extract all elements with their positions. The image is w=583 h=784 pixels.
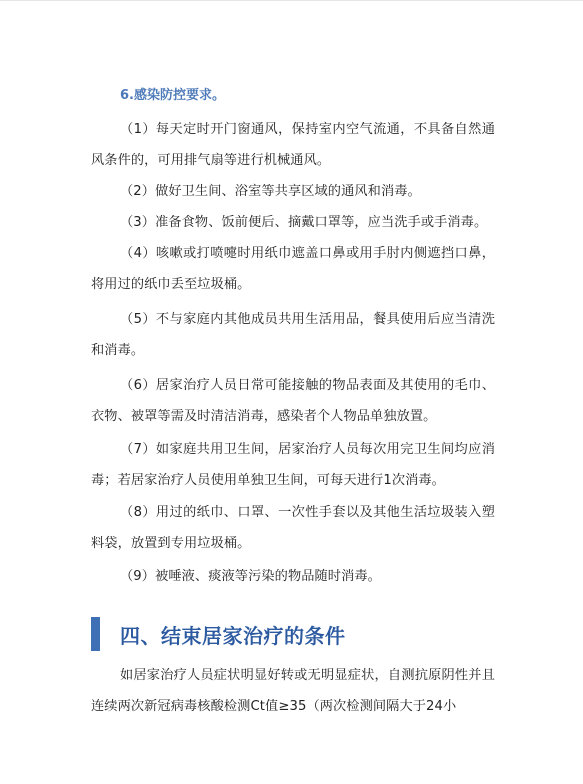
list-item-1: （1）每天定时开门窗通风，保持室内空气流通，不具备自然通风条件的，可用排气扇等进行机械通风。 [91, 122, 495, 168]
section-heading-text: 四、结束居家治疗的条件 [120, 623, 346, 648]
list-item-4: （4）咳嗽或打喷嚏时用纸巾遮盖口鼻或用手肘内侧遮挡口鼻，将用过的纸巾丢至垃圾桶。 [91, 246, 495, 292]
list-item-5: （5）不与家庭内其他成员共用生活用品，餐具使用后应当清洗和消毒。 [91, 312, 495, 358]
list-item-3: （3）准备食物、饭前便后、摘戴口罩等，应当洗手或手消毒。 [120, 215, 488, 230]
section-heading-accent-bar [91, 617, 100, 651]
subsection-heading: 6.感染防控要求。 [120, 88, 225, 103]
list-item-8: （8）用过的纸巾、口罩、一次性手套以及其他生活垃圾装入塑料袋，放置到专用垃圾桶。 [91, 505, 495, 551]
list-item-9: （9）被唾液、痰液等污染的物品随时消毒。 [120, 569, 381, 584]
list-item-6: （6）居家治疗人员日常可能接触的物品表面及其使用的毛巾、衣物、被罩等需及时清洁消毒，感染者个人物品单独放置。 [91, 378, 495, 424]
section-heading [91, 617, 346, 651]
section-paragraph: 如居家治疗人员症状明显好转或无明显症状，自测抗原阴性并且连续两次新冠病毒核酸检测Ct值≥35（两次检测间隔大于24小 [91, 668, 495, 714]
page-top-border [0, 0, 583, 1]
list-item-7: （7）如家庭共用卫生间，居家治疗人员每次用完卫生间均应消毒；若居家治疗人员使用单独卫生间，可每天进行1次消毒。 [91, 442, 495, 488]
list-item-2: （2）做好卫生间、浴室等共享区域的通风和消毒。 [120, 184, 421, 199]
